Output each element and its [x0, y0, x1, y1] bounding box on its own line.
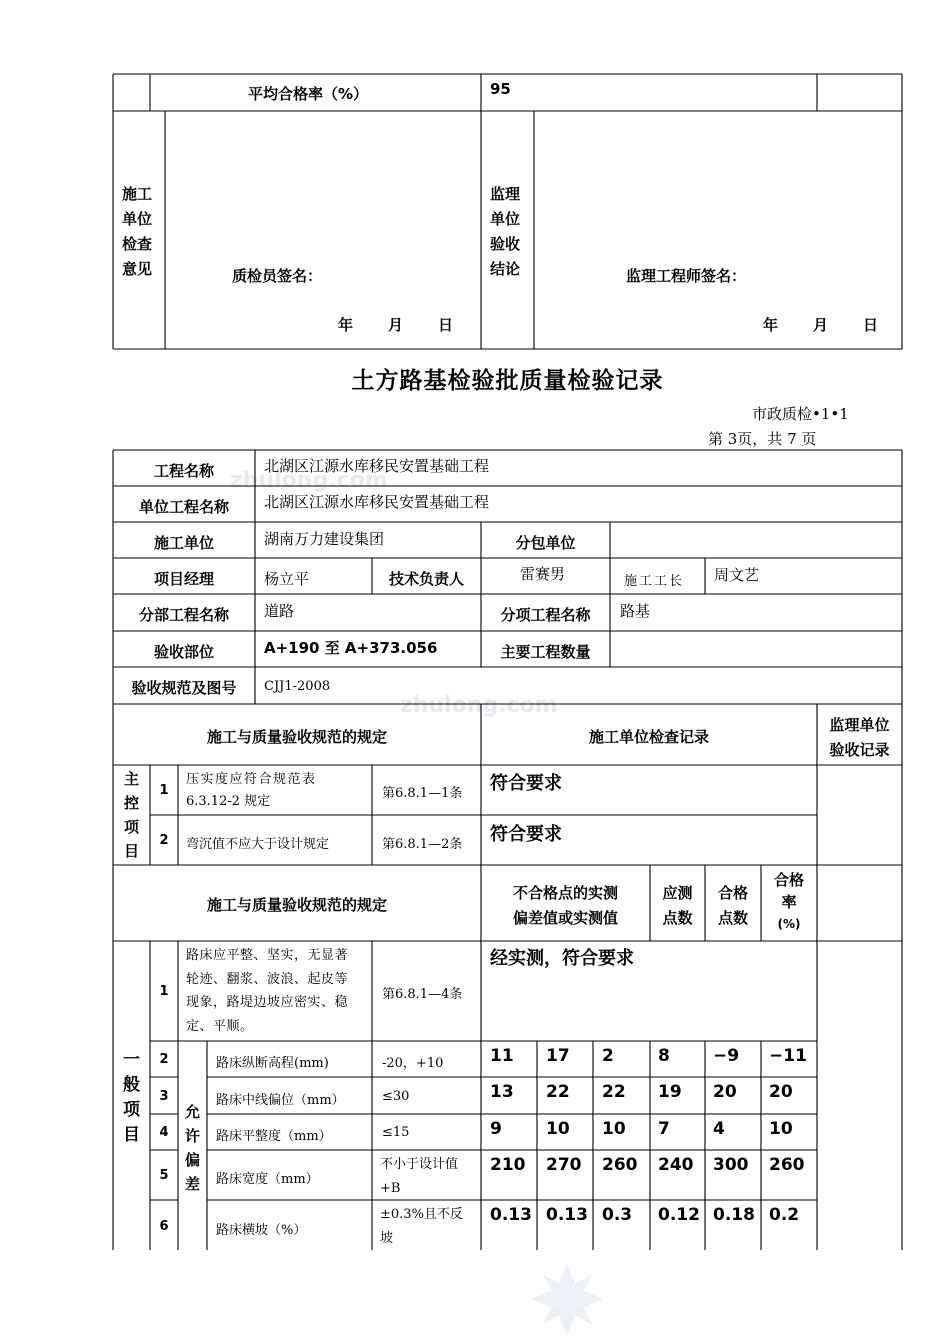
gen-row3-val3: 22 — [602, 1082, 626, 1102]
tech-lead-value: 雷赛男 — [520, 565, 566, 583]
gen-passed-header: 合格 点数 — [717, 884, 748, 927]
gen-row4-val3: 10 — [602, 1119, 626, 1139]
gen-item1-no: 1 — [159, 984, 169, 999]
mc-item1-text: 压实度应符合规范表 6.3.12-2 规定 — [186, 772, 317, 809]
quantity-label: 主要工程数量 — [500, 643, 591, 661]
gen-row2-val1: 11 — [490, 1046, 514, 1066]
gen-row5-spec: 不小于设计值 +B — [380, 1157, 459, 1196]
contractor-label: 施工单位 — [153, 534, 214, 552]
mc-item2-result: 符合要求 — [490, 824, 562, 845]
avg-pass-label: 平均合格率（%） — [248, 85, 369, 103]
standard-value: CJJ1-2008 — [264, 679, 331, 694]
mc-item2-text: 弯沉值不应大于设计规定 — [186, 837, 330, 852]
mc-supervisor-header: 监理单位 验收记录 — [829, 716, 890, 759]
gen-rate-header: 合格 率 (%) — [773, 871, 804, 931]
foreman-value: 周文艺 — [714, 566, 760, 584]
tolerance-label: 允 许 偏 差 — [184, 1103, 200, 1193]
gen-points-header: 应测 点数 — [662, 884, 693, 927]
gen-item1-result: 经实测，符合要求 — [490, 948, 634, 969]
gen-row6-val2: 0.13 — [546, 1205, 588, 1225]
subcontractor-label: 分包单位 — [515, 534, 576, 552]
mc-spec-header: 施工与质量验收规范的规定 — [206, 728, 387, 746]
mc-check-header: 施工单位检查记录 — [588, 728, 709, 746]
gen-row2-val2: 17 — [546, 1046, 570, 1066]
gen-row4-val6: 10 — [769, 1119, 793, 1139]
division-value: 道路 — [264, 602, 295, 620]
gen-row3-val4: 19 — [658, 1082, 682, 1102]
gen-item1-text: 路床应平整、坚实，无显著 轮迹、翻浆、波浪、起皮等 现象，路堤边坡应密实、稳 定、平顺。 — [186, 948, 349, 1034]
gen-row5-name: 路床宽度（mm） — [216, 1172, 319, 1187]
project-name-label: 工程名称 — [153, 462, 214, 480]
foreman-label: 施工工长 — [624, 574, 685, 589]
gen-row5-val3: 260 — [602, 1155, 638, 1175]
mc-group-label: 主 控 项 目 — [123, 770, 139, 860]
gen-row3-val5: 20 — [713, 1082, 737, 1102]
gen-row5-no: 5 — [159, 1168, 169, 1183]
gen-row5-val4: 240 — [658, 1155, 694, 1175]
gen-deviation-header: 不合格点的实测 偏差值或实测值 — [512, 884, 618, 927]
page-title: 土方路基检验批质量检验记录 — [351, 368, 664, 394]
date-left-year: 年 — [338, 316, 354, 334]
mc-item2-clause: 第6.8.1—2条 — [382, 837, 463, 852]
date-left-day: 日 — [438, 316, 454, 334]
unit-project-label: 单位工程名称 — [138, 498, 229, 516]
watermark-1: zhulong.com — [230, 468, 388, 493]
gen-row5-val5: 300 — [713, 1155, 749, 1175]
date-right-year: 年 — [763, 316, 779, 334]
project-name-value: 北湖区江源水库移民安置基础工程 — [264, 457, 490, 475]
inspector-sign-label: 质检员签名： — [232, 267, 323, 285]
form-code: 市政质检•1•1 — [752, 405, 849, 423]
gen-row6-no: 6 — [159, 1219, 169, 1234]
contractor-value: 湖南万力建设集团 — [264, 530, 385, 548]
gen-row6-val6: 0.2 — [769, 1205, 800, 1225]
gen-row5-val2: 270 — [546, 1155, 582, 1175]
supervisor-conclusion-label: 监理 单位 验收 结论 — [490, 185, 521, 278]
gen-row4-val5: 4 — [713, 1119, 725, 1139]
gen-row6-val5: 0.18 — [713, 1205, 755, 1225]
gen-row2-val6: −11 — [769, 1046, 807, 1066]
pm-label: 项目经理 — [153, 570, 214, 588]
gen-row6-val4: 0.12 — [658, 1205, 700, 1225]
standard-label: 验收规范及图号 — [131, 679, 237, 697]
pm-value: 杨立平 — [264, 570, 310, 588]
location-label: 验收部位 — [153, 643, 214, 661]
subitem-label: 分项工程名称 — [500, 606, 591, 624]
mc-item1-result: 符合要求 — [490, 773, 562, 794]
page-info: 第 3页，共 7 页 — [708, 430, 817, 448]
gen-row3-val6: 20 — [769, 1082, 793, 1102]
mc-item1-clause: 第6.8.1—1条 — [382, 786, 463, 801]
gen-row2-val3: 2 — [602, 1046, 614, 1066]
location-value: A+190 至 A+373.056 — [264, 639, 438, 657]
gen-row4-no: 4 — [159, 1125, 169, 1140]
gen-row4-val2: 10 — [546, 1119, 570, 1139]
gen-row2-name: 路床纵断高程(mm) — [216, 1056, 329, 1071]
engineer-sign-label: 监理工程师签名： — [626, 267, 747, 285]
gen-item1-clause: 第6.8.1—4条 — [382, 987, 463, 1002]
gen-row3-spec: ≤30 — [382, 1089, 410, 1104]
gen-spec-header: 施工与质量验收规范的规定 — [206, 896, 387, 914]
gen-row2-no: 2 — [159, 1052, 169, 1067]
gen-row6-val3: 0.3 — [602, 1205, 633, 1225]
gen-row3-name: 路床中线偏位（mm） — [216, 1093, 345, 1108]
watermark-2: zhulong.com — [400, 693, 558, 718]
gen-group-label: 一 般 项 目 — [123, 1050, 140, 1145]
gen-row5-val1: 210 — [490, 1155, 526, 1175]
date-right-day: 日 — [863, 316, 879, 334]
gen-row3-val1: 13 — [490, 1082, 514, 1102]
gen-row4-val1: 9 — [490, 1119, 502, 1139]
tech-lead-label: 技术负责人 — [388, 570, 464, 588]
date-left-month: 月 — [388, 316, 404, 334]
date-right-month: 月 — [813, 316, 829, 334]
division-label: 分部工程名称 — [138, 606, 229, 624]
gen-row4-spec: ≤15 — [382, 1125, 410, 1140]
unit-project-value: 北湖区江源水库移民安置基础工程 — [264, 493, 490, 511]
gen-row3-val2: 22 — [546, 1082, 570, 1102]
subitem-value: 路基 — [620, 602, 651, 620]
gen-row6-val1: 0.13 — [490, 1205, 532, 1225]
mc-item1-no: 1 — [159, 783, 169, 798]
mc-item2-no: 2 — [159, 833, 169, 848]
contractor-opinion-label: 施工 单位 检查 意见 — [122, 185, 153, 278]
avg-pass-value: 95 — [490, 80, 511, 98]
gen-row4-val4: 7 — [658, 1119, 670, 1139]
gen-row2-spec: -20，+10 — [382, 1056, 444, 1071]
gen-row3-no: 3 — [159, 1089, 169, 1104]
gen-row6-name: 路床横坡（%） — [216, 1223, 307, 1238]
gen-row2-val5: −9 — [713, 1046, 740, 1066]
gen-row5-val6: 260 — [769, 1155, 805, 1175]
gen-row2-val4: 8 — [658, 1046, 670, 1066]
gen-row6-spec: ±0.3%且不反 坡 — [380, 1207, 463, 1246]
gen-row4-name: 路床平整度（mm） — [216, 1129, 332, 1144]
